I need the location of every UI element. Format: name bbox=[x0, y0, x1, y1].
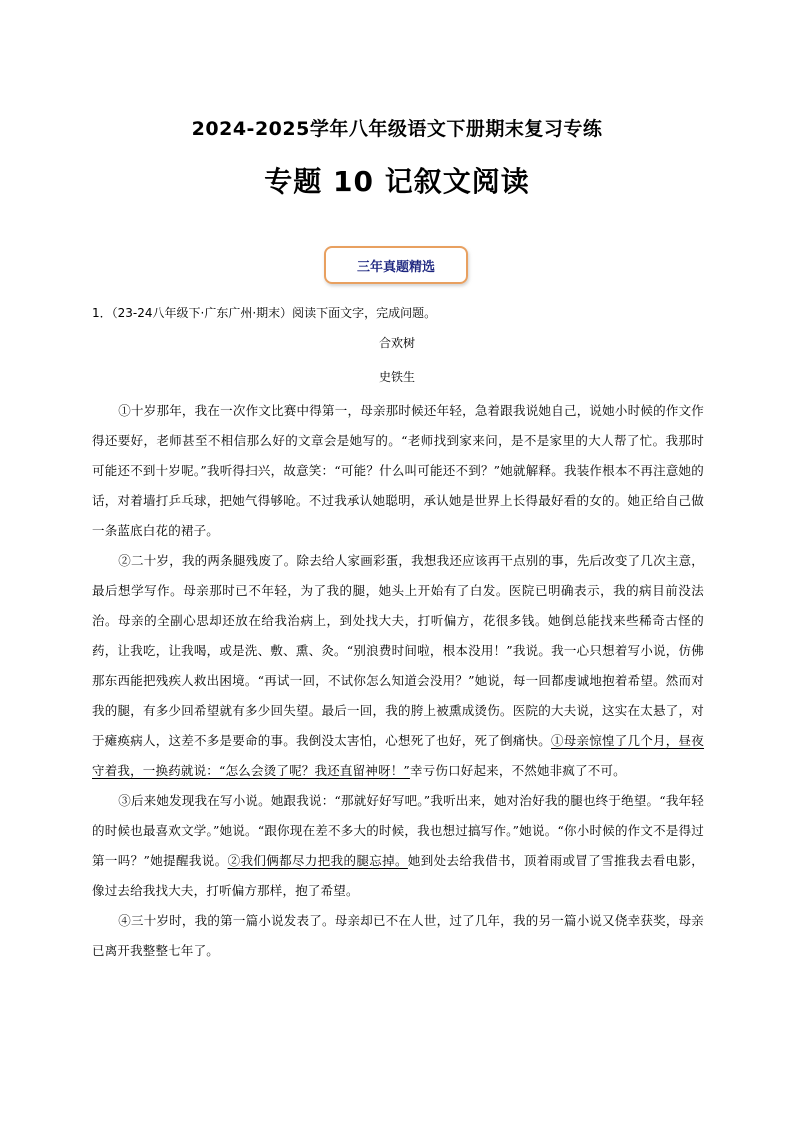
paragraph-4: ④三十岁时，我的第一篇小说发表了。母亲却已不在人世，过了几年，我的另一篇小说又侥幸获奖，母亲已离开我整整七年了。 bbox=[92, 913, 704, 958]
underlined-sentence-2: ②我们俩都尽力把我的腿忘掉。 bbox=[227, 853, 408, 868]
section-label-box bbox=[324, 246, 468, 284]
passage-title: 合欢树 bbox=[378, 336, 415, 350]
passage-author: 史铁生 bbox=[378, 370, 415, 384]
paragraph-2 bbox=[92, 546, 704, 786]
section-label: 三年真题精选 bbox=[356, 259, 435, 275]
underlined-sentence-1: ①母亲惊惶了几个月，昼夜守着我，一换药就说：“怎么会烫了呢？我还直留神呀！” bbox=[92, 733, 705, 778]
topic-title: 专题 10 记叙文阅读 bbox=[264, 165, 530, 198]
paragraph-3-text-a: ③后来她发现我在写小说。她跟我说：“那就好好写吧。”我听出来，她对治好我的腿也终于绝望。“我年轻的时候也最喜欢文学。”她说。“跟你现在差不多大的时候，我也想过搞写作。”她说。“你小时候的作文不是得过第一吗？”她提醒我说。 bbox=[92, 793, 704, 868]
paragraph-2-text-a: ②二十岁，我的两条腿残废了。除去给人家画彩蛋，我想我还应该再干点别的事，先后改变了几次主意，最后想学写作。母亲那时已不年轻，为了我的腿，她头上开始有了白发。医院已明确表示，我的病目前没法治。母亲的全副心思却还放在给我治病上，到处找大夫，打听偏方，花很多钱。她倒总能找来些稀奇古怪的药，让我吃，让我喝，或是洗、敷、熏、灸。“别浪费时间啦，根本没用！”我说。我一心只想着写小说，仿佛那东西能把残疾人救出困境。“再试一回，不试你怎么知道会没用？”她说，每一回都虔诚地抱着希望。然而对我的腿，有多少回希望就有多少回失望。最后一回，我的胯上被熏成烫伤。医院的大夫说，这实在太悬了，对于瘫痪病人，这差不多是要命的事。我倒没太害怕，心想死了也好，死了倒痛快。 bbox=[92, 553, 704, 748]
paragraph-2-text-b: 幸亏伤口好起来，不然她非疯了不可。 bbox=[409, 763, 626, 778]
paragraph-3 bbox=[92, 786, 704, 906]
paragraph-1: ①十岁那年，我在一次作文比赛中得第一，母亲那时候还年轻，急着跟我说她自己，说她小时候的作文作得还要好，老师甚至不相信那么好的文章会是她写的。“老师找到家来问，是不是家里的大人帮了忙。我那时可能还不到十岁呢。”我听得扫兴，故意笑：“可能？什么叫可能还不到？”她就解释。我装作根本不再注意她的话，对着墙打乒乓球，把她气得够呛。不过我承认她聪明，承认她是世界上长得最好看的女的。她正给自己做一条蓝底白花的裙子。 bbox=[92, 403, 704, 538]
paragraph-3-text-b: 她到处去给我借书，顶着雨或冒了雪推我去看电影，像过去给我找大夫，打听偏方那样，抱了希望。 bbox=[92, 853, 704, 898]
question-prompt: 1．（23-24八年级下·广东广州·期末）阅读下面文字，完成问题。 bbox=[92, 306, 437, 320]
passage-body bbox=[92, 396, 704, 966]
document-title: 2024-2025学年八年级语文下册期末复习专练 bbox=[191, 118, 603, 140]
